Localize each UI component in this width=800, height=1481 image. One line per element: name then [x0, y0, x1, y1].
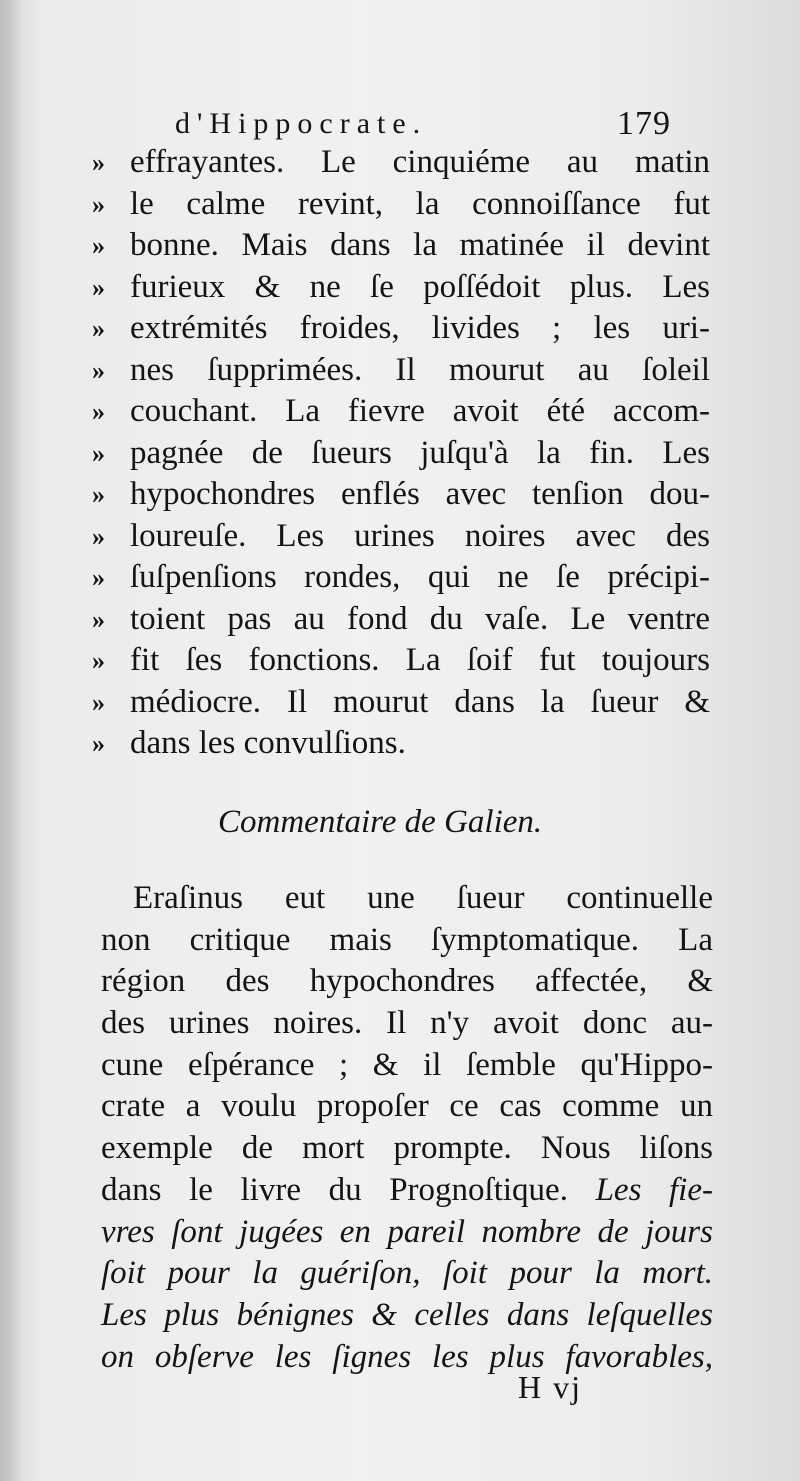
quote-line-text: le calme revint, la connoiſſance fut [130, 185, 710, 222]
quote-line [92, 308, 717, 350]
quote-mark: » [92, 231, 105, 260]
quote-mark: » [92, 480, 105, 509]
quote-line-text: hypochondres enflés avec tenſion dou- [130, 476, 710, 512]
quote-line [92, 474, 717, 516]
quote-line-text: loureuſe. Les urines noires avec des [130, 517, 710, 554]
quote-line [92, 723, 717, 765]
quote-line-text: couchant. La fievre avoit été accom- [130, 393, 710, 429]
quote-line [92, 682, 717, 724]
commentary-line-italic: ſoit pour la guériſon, ſoit pour la mort. [101, 1255, 713, 1292]
commentary-line: des urines noires. Il n'y avoit donc au- [101, 1005, 713, 1042]
quote-line-text: fit ſes fonctions. La ſoif fut toujours [130, 642, 710, 678]
quote-line [92, 142, 717, 184]
quote-line-text: médiocre. Il mourut dans la ſueur & [130, 683, 710, 720]
quote-line [92, 433, 717, 475]
running-head: d'Hippocrate. [175, 107, 428, 140]
commentary-line: région des hypochondres affectée, & [101, 963, 713, 1000]
quote-mark: » [92, 604, 105, 634]
quote-mark: » [92, 148, 105, 177]
section-heading: Commentaire de Galien. [218, 804, 543, 840]
page-gutter-shadow [0, 0, 22, 1481]
commentary-line-italic: vres ſont jugées en pareil nombre de jours [101, 1213, 713, 1250]
quote-line-text: pagnée de ſueurs juſqu'à la fin. Les [130, 434, 710, 471]
quote-line-text: nes ſupprimées. Il mourut au ſoleil [130, 351, 710, 388]
quote-mark: » [92, 438, 105, 468]
commentary-line [101, 1295, 713, 1337]
quote-line-text: extrémités froides, livides ; les uri- [130, 310, 710, 346]
quote-line-text: ſuſpenſions rondes, qui ne ſe précipi- [130, 559, 710, 595]
quote-line [92, 267, 717, 309]
quote-line [92, 557, 717, 599]
quote-line-text: effrayantes. Le cinquiéme au matin [130, 144, 710, 180]
quote-mark: » [92, 272, 105, 302]
commentary-line: exemple de mort prompte. Nous liſons [101, 1130, 713, 1167]
quote-line [92, 184, 717, 226]
quote-line-text: toient pas au fond du vaſe. Le ventre [130, 600, 710, 637]
quote-mark: » [92, 521, 105, 551]
quote-mark: » [92, 729, 105, 758]
commentary-line [101, 1253, 713, 1295]
commentary-line-italic: on obſerve les ſignes les plus favorables, [101, 1338, 713, 1375]
quoted-case-text [92, 142, 717, 765]
commentary-line-italic: Les fie- [595, 1171, 713, 1208]
quote-mark: » [92, 397, 105, 426]
quote-line [92, 516, 717, 558]
commentary-text [101, 878, 713, 1378]
quote-line [92, 599, 717, 641]
quote-line [92, 391, 717, 433]
commentary-line: non critique mais ſymptomatique. La [101, 921, 713, 958]
commentary-line [101, 1212, 713, 1254]
quote-line [92, 225, 717, 267]
quote-mark: » [92, 189, 105, 219]
commentary-line: crate a voulu propoſer ce cas comme un [101, 1088, 713, 1125]
commentary-line-roman: dans le livre du Prognoſtique. [101, 1171, 596, 1208]
quote-mark: » [92, 646, 105, 675]
quote-line [92, 640, 717, 682]
commentary-line: cune eſpérance ; & il ſemble qu'Hippo- [101, 1046, 713, 1083]
quote-line-text: bonne. Mais dans la matinée il devint [130, 227, 710, 263]
quote-mark: » [92, 563, 105, 592]
commentary-line [101, 1337, 713, 1379]
commentary-line [101, 1170, 713, 1212]
quote-mark: » [92, 355, 105, 385]
quote-line [92, 350, 717, 392]
signature-mark: H vj [518, 1369, 582, 1405]
quote-line-text: dans les convulſions. [130, 725, 406, 761]
quote-line-text: furieux & ne ſe poſſédoit plus. Les [130, 268, 710, 305]
commentary-line-italic: Les plus bénignes & celles dans leſquelles [101, 1296, 713, 1333]
quote-mark: » [92, 314, 105, 343]
page-number: 179 [617, 105, 671, 142]
commentary-line: Eraſinus eut une ſueur continuelle [133, 880, 713, 916]
quote-mark: » [92, 687, 105, 717]
